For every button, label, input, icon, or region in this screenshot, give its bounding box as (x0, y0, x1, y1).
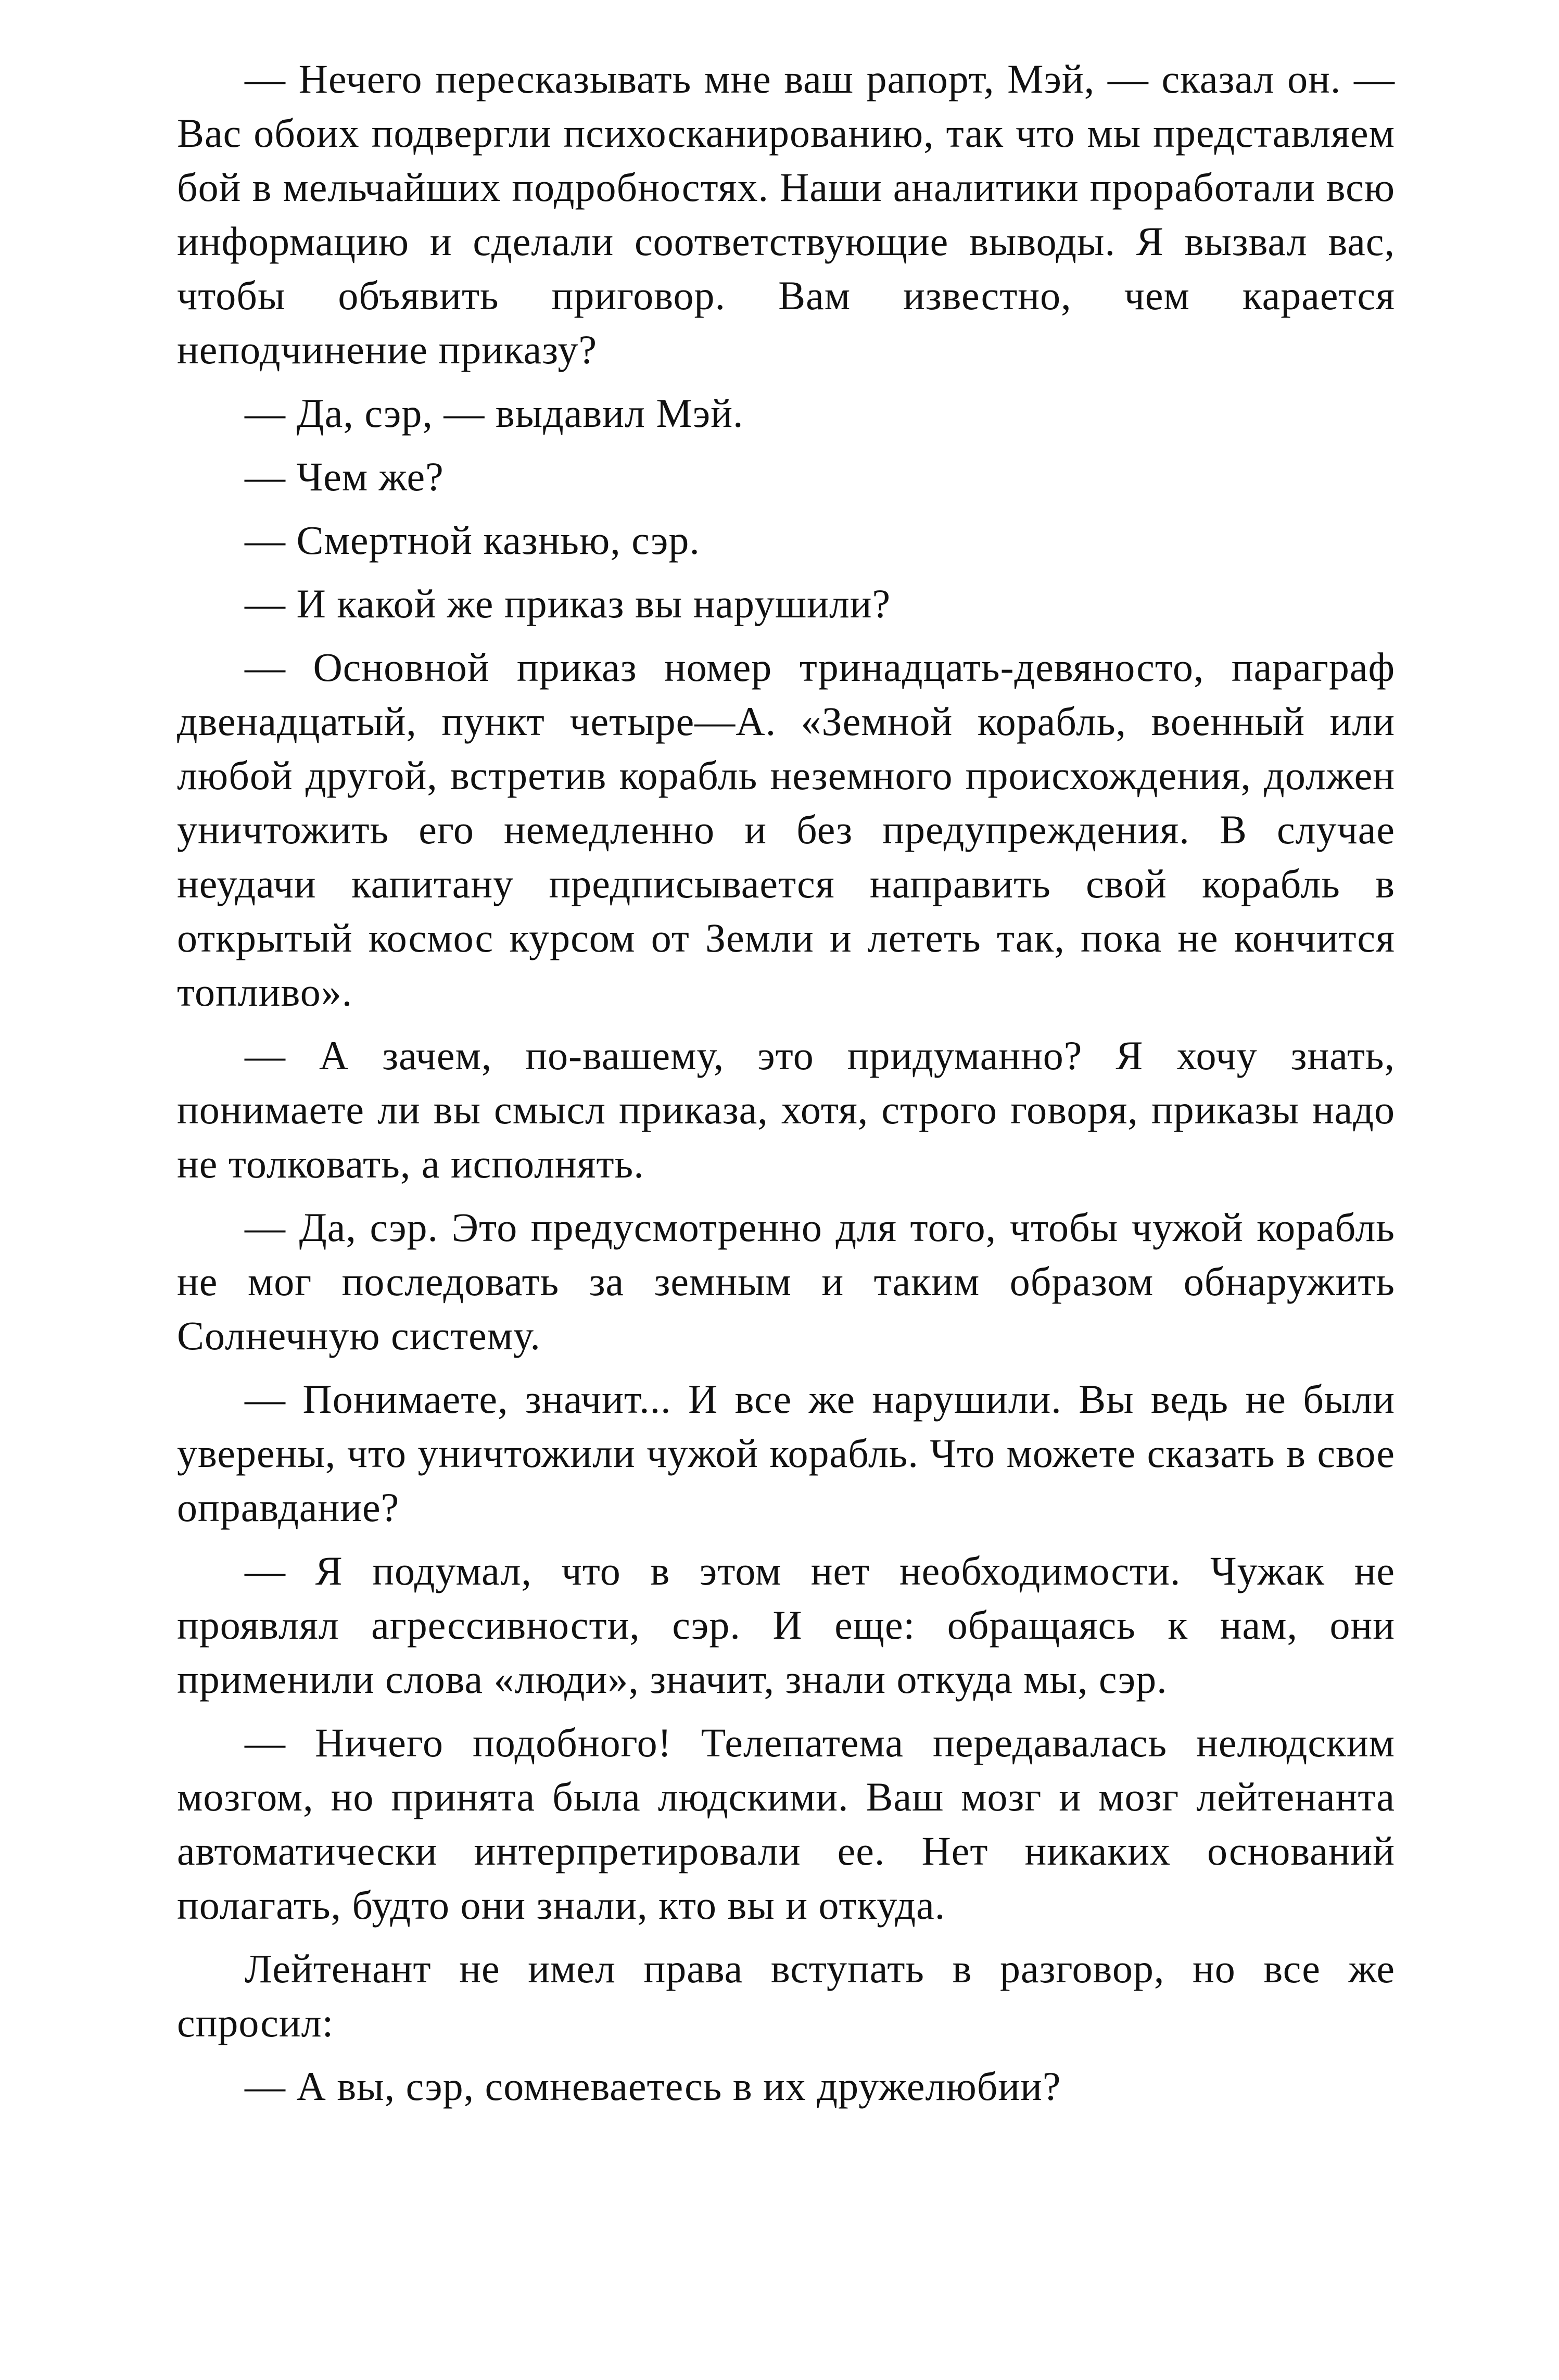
paragraph: — Да, сэр, — выдавил Мэй. (245, 390, 744, 436)
paragraph: — Основной приказ номер тринадцать-девяносто, параграф двенадцатый, пункт четыре—А. «Земной корабль, военный или любой другой, встретив корабль неземного происхождения, должен уничтожить его немедленно и без предупреждения. В случае неудачи капитану предписывается направить свой корабль в открытый космос курсом от Земли и лететь так, пока не кончится топливо». (177, 644, 1395, 1015)
paragraph: — Да, сэр. Это предусмотренно для того, чтобы чужой корабль не мог последовать за земным и таким образом обнаружить Солнечную систему. (177, 1205, 1395, 1358)
paragraph: — Чем же? (245, 454, 444, 499)
paragraph: — Понимаете, значит... И все же нарушили. Вы ведь не были уверены, что уничтожили чужой корабль. Что можете сказать в свое оправдание? (177, 1376, 1395, 1530)
paragraph: — А вы, сэр, сомневаетесь в их дружелюбии? (245, 2063, 1061, 2109)
paragraph: — И какой же приказ вы нарушили? (245, 581, 891, 626)
paragraph: — Смертной казнью, сэр. (245, 517, 700, 563)
paragraph: — А зачем, по-вашему, это придуманно? Я хочу знать, понимаете ли вы смысл приказа, хотя, строго говоря, приказы надо не толковать, а исполнять. (177, 1033, 1395, 1186)
paragraph: — Я подумал, что в этом нет необходимости. Чужак не проявлял агрессивности, сэр. И еще: обращаясь к нам, они применили слова «люди», значит, знали откуда мы, сэр. (177, 1548, 1395, 1702)
paragraph: — Ничего подобного! Телепатема передавалась нелюдским мозгом, но принята была людскими. Ваш мозг и мозг лейтенанта автоматически интерпретировали ее. Нет никаких оснований полагать, будто они знали, кто вы и откуда. (177, 1720, 1395, 1928)
paragraph: Лейтенант не имел права вступать в разговор, но все же спросил: (177, 1946, 1395, 2045)
book-page (177, 52, 1395, 2113)
paragraph: — Нечего пересказывать мне ваш рапорт, Мэй, — сказал он. — Вас обоих подвергли психосканированию, так что мы представляем бой в мельчайших подробностях. Наши аналитики проработали всю информацию и сделали соответствующие выводы. Я вызвал вас, чтобы объявить приговор. Вам известно, чем карается неподчинение приказу? (177, 56, 1395, 372)
